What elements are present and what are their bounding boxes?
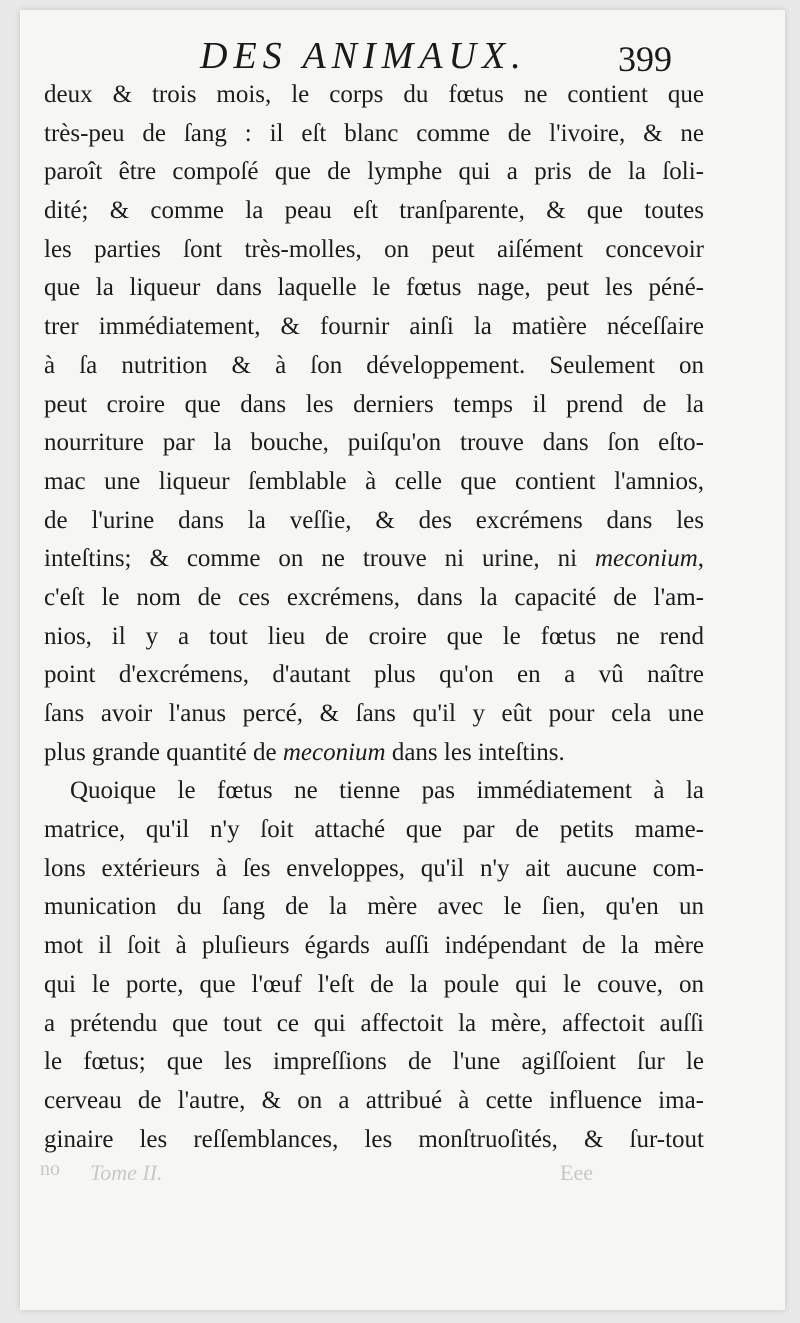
text-line: ſans avoir l'anus percé, & ſans qu'il y eût pour cela une: [44, 700, 704, 727]
text-line: c'eſt le nom de ces excrémens, dans la capacité de l'am-: [44, 583, 704, 611]
text-line: lons extérieurs à ſes enveloppes, qu'il n'y ait aucune com-: [44, 854, 704, 882]
text-line-with-italic: [44, 734, 704, 773]
text-line: munication du ſang de la mère avec le ſien, qu'en un: [44, 893, 704, 921]
text-segment: plus grande quantité de: [44, 738, 283, 766]
text-line: nios, il y a tout lieu de croire que le fœtus ne rend: [44, 622, 704, 650]
page-footer: [0, 1150, 800, 1200]
italic-term: meconium: [282, 738, 386, 766]
text-line: nourriture par la bouche, puiſqu'on trouve dans ſon eſto-: [44, 429, 704, 457]
running-title: DES ANIMAUX.: [200, 35, 527, 77]
text-line: très-peu de ſang : il eſt blanc comme de l'ivoire, & ne: [44, 119, 704, 147]
text-line: mac une liqueur ſemblable à celle que contient l'amnios,: [44, 467, 704, 495]
text-line: qui le porte, que l'œuf l'eſt de la poule qui le couve, on: [44, 970, 704, 998]
text-segment: ,: [697, 545, 704, 573]
text-line: a prétendu que tout ce qui affectoit la mère, affectoit auſſi: [44, 1009, 704, 1037]
signature-mark: Eee: [560, 1160, 593, 1185]
page-number: 399: [618, 39, 672, 79]
text-line-with-italic: [44, 540, 704, 579]
text-line: de l'urine dans la veſſie, & des excrémens dans les: [44, 506, 704, 534]
text-line: peut croire que dans les derniers temps il prend de la: [44, 390, 704, 418]
text-line: deux & trois mois, le corps du fœtus ne contient que: [44, 81, 704, 108]
text-line: à ſa nutrition & à ſon développement. Seulement on: [44, 351, 704, 379]
paragraph-start-line: Quoique le fœtus ne tienne pas immédiatement à la: [70, 777, 704, 805]
text-line: matrice, qu'il n'y ſoit attaché que par de petits mame-: [44, 816, 704, 844]
catchword: no: [40, 1158, 60, 1180]
italic-term: meconium: [595, 545, 698, 573]
text-line: les parties ſont très-molles, on peut aiſément concevoir: [44, 235, 704, 263]
text-line: que la liqueur dans laquelle le fœtus nage, peut les péné-: [44, 274, 704, 302]
text-line: trer immédiatement, & fournir ainſi la matière néceſſaire: [44, 313, 704, 341]
text-line: paroît être compoſé que de lymphe qui a pris de la ſoli-: [44, 158, 704, 186]
text-segment: inteſtins; & comme on ne trouve ni urine, ni: [44, 545, 595, 573]
text-segment: dans les inteſtins.: [385, 738, 565, 766]
text-line: mot il ſoit à pluſieurs égards auſſi indépendant de la mère: [44, 932, 704, 960]
text-line: ginaire les reſſemblances, les monſtruoſités, & ſur-tout: [44, 1125, 704, 1153]
text-line: point d'excrémens, d'autant plus qu'on en a vû naître: [44, 661, 704, 689]
text-line: dité; & comme la peau eſt tranſparente, & que toutes: [44, 197, 704, 225]
volume-label: Tome II.: [90, 1160, 163, 1185]
text-line: le fœtus; que les impreſſions de l'une agiſſoient ſur le: [44, 1048, 704, 1076]
body-text: [44, 76, 704, 1159]
text-line: cerveau de l'autre, & on a attribué à cette influence ima-: [44, 1086, 704, 1114]
